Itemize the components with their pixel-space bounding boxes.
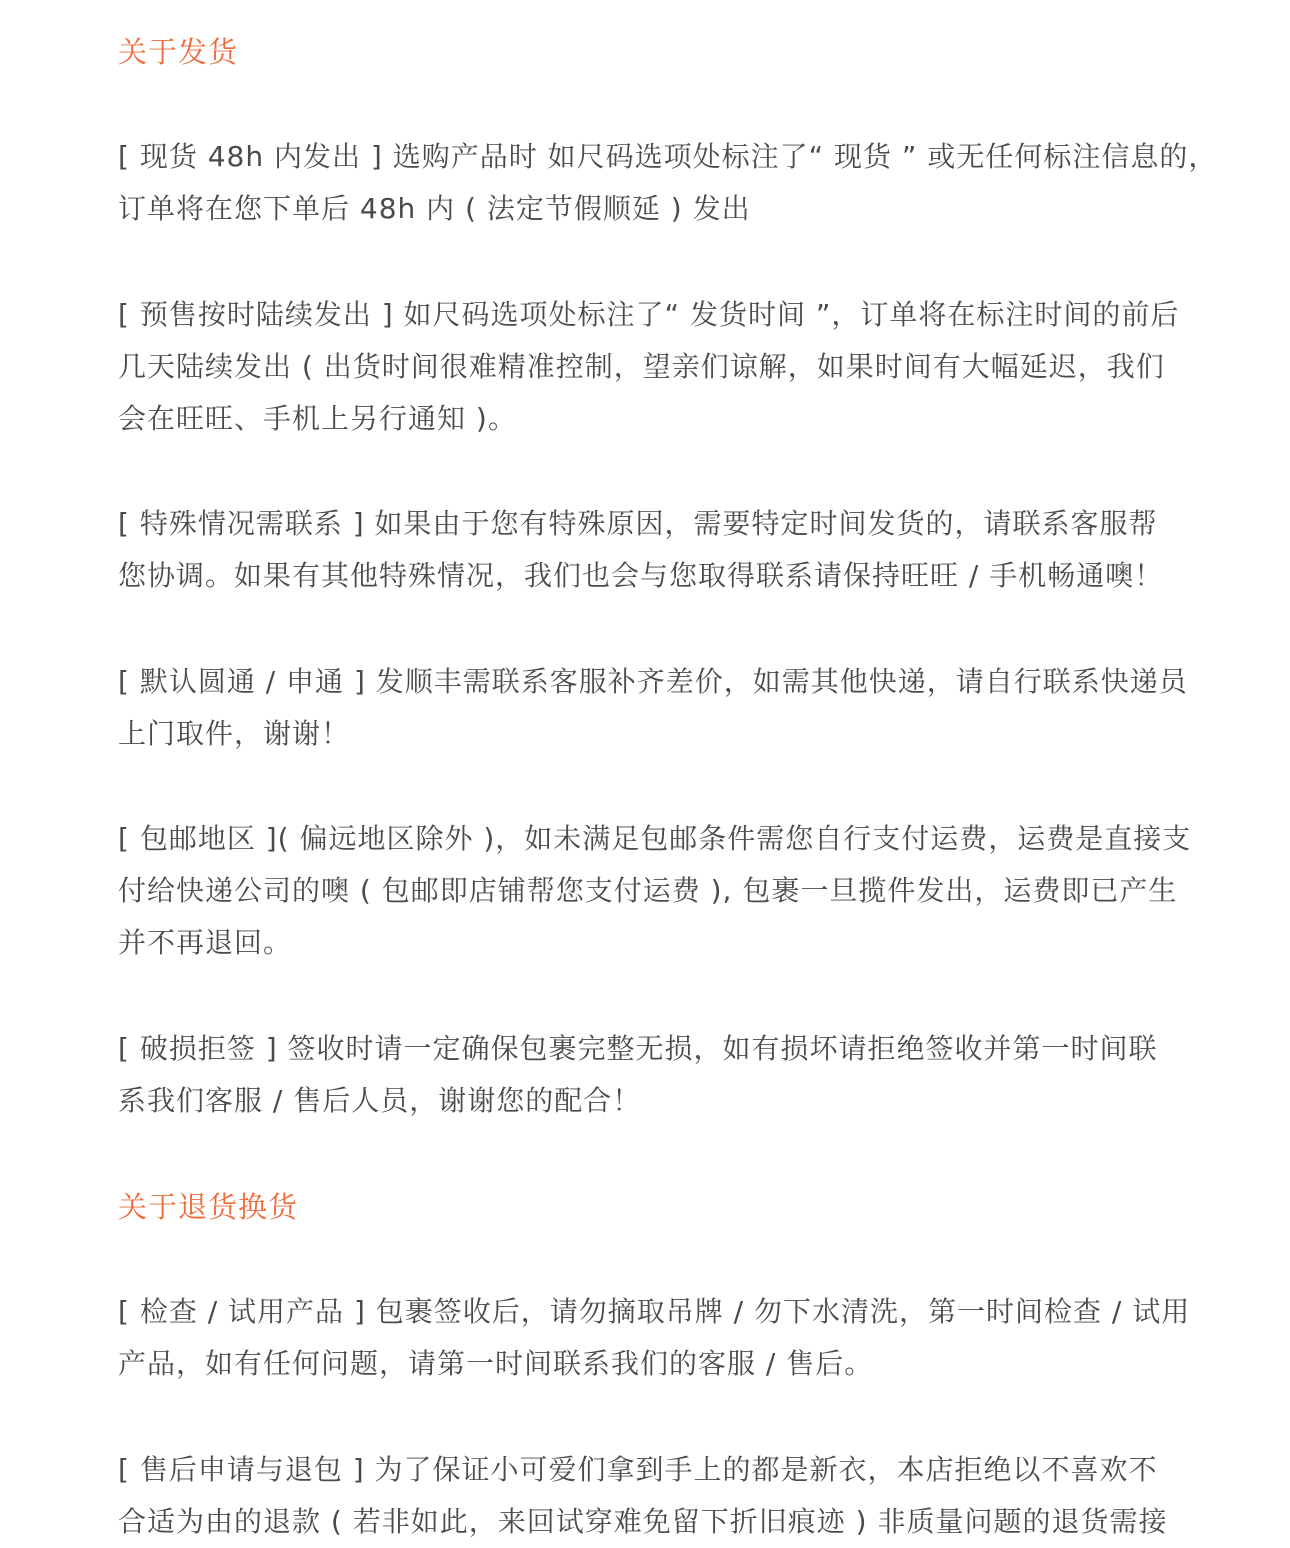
text-line: [ 现货 48h 内发出 ] 选购产品时 如尺码选项处标注了“ 现货 ” 或无任何标注信息的， bbox=[118, 140, 1218, 173]
text-line: [ 包邮地区 ]( 偏远地区除外 )，如未满足包邮条件需您自行支付运费，运费是直接支 bbox=[118, 822, 1192, 855]
text-line: [ 特殊情况需联系 ] 如果由于您有特殊原因，需要特定时间发货的，请联系客服帮 bbox=[118, 507, 1158, 540]
paragraph-in-stock bbox=[118, 131, 1228, 235]
paragraph-presale bbox=[118, 289, 1228, 445]
text-line: 产品，如有任何问题，请第一时间联系我们的客服 / 售后。 bbox=[118, 1347, 874, 1380]
text-line: 上门取件，谢谢！ bbox=[118, 717, 351, 750]
section-title-shipping: 关于发货 bbox=[118, 35, 239, 69]
text-line: [ 售后申请与退包 ] 为了保证小可爱们拿到手上的都是新衣，本店拒绝以不喜欢不 bbox=[118, 1453, 1158, 1486]
text-line: 并不再退回。 bbox=[118, 926, 293, 959]
text-line: 几天陆续发出 ( 出货时间很难精准控制，望亲们谅解，如果时间有大幅延迟，我们 bbox=[118, 350, 1165, 383]
text-line: 订单将在您下单后 48h 内 ( 法定节假顺延 ) 发出 bbox=[118, 192, 751, 225]
text-line: [ 破损拒签 ] 签收时请一定确保包裹完整无损，如有损坏请拒绝签收并第一时间联 bbox=[118, 1032, 1158, 1065]
text-line: [ 预售按时陆续发出 ] 如尺码选项处标注了“ 发货时间 ”，订单将在标注时间的前后 bbox=[118, 298, 1180, 331]
text-line: 会在旺旺、手机上另行通知 )。 bbox=[118, 402, 517, 435]
paragraph-inspect-product bbox=[118, 1286, 1228, 1390]
text-line: [ 检查 / 试用产品 ] 包裹签收后，请勿摘取吊牌 / 勿下水清洗，第一时间检查 / 试用 bbox=[118, 1295, 1191, 1328]
text-line: 系我们客服 / 售后人员，谢谢您的配合！ bbox=[118, 1084, 642, 1117]
paragraph-free-shipping bbox=[118, 813, 1228, 969]
paragraph-damage-refusal bbox=[118, 1023, 1228, 1127]
paragraph-default-courier bbox=[118, 656, 1228, 760]
paragraph-after-sales bbox=[118, 1444, 1228, 1548]
section-title-returns: 关于退货换货 bbox=[118, 1190, 299, 1224]
text-line: 付给快递公司的噢 ( 包邮即店铺帮您支付运费 ), 包裹一旦揽件发出，运费即已产生 bbox=[118, 874, 1178, 907]
text-line: 合适为由的退款 ( 若非如此，来回试穿难免留下折旧痕迹 ) 非质量问题的退货需接 bbox=[118, 1505, 1168, 1538]
paragraph-special-cases bbox=[118, 498, 1228, 602]
text-line: 您协调。如果有其他特殊情况，我们也会与您取得联系请保持旺旺 / 手机畅通噢！ bbox=[118, 559, 1164, 592]
text-line: [ 默认圆通 / 申通 ] 发顺丰需联系客服补齐差价，如需其他快递，请自行联系快递员 bbox=[118, 665, 1188, 698]
